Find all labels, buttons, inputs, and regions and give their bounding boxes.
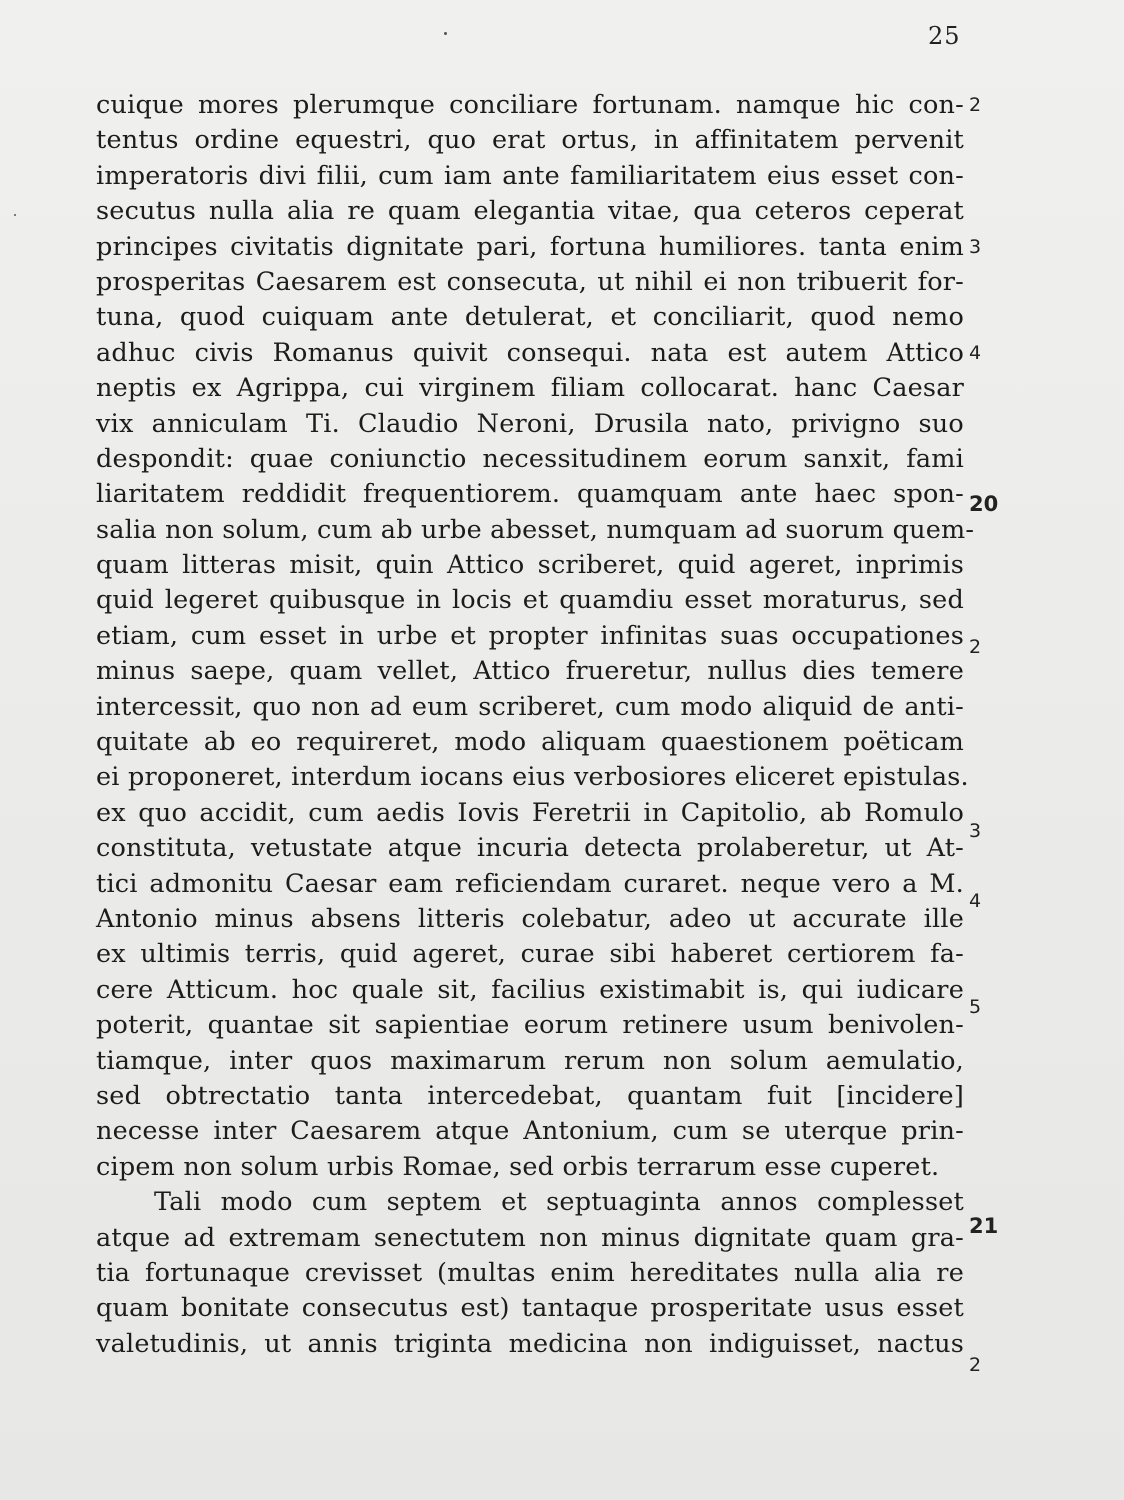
text-line: secutus nulla alia re quam elegantia vitae, qua ceteros ceperat bbox=[96, 196, 964, 227]
text-line: tuna, quod cuiquam ante detulerat, et conciliarit, quod nemo bbox=[96, 302, 964, 333]
text-line: quam bonitate consecutus est) tantaque prosperitate usus esset bbox=[96, 1293, 964, 1324]
text-line: minus saepe, quam vellet, Attico frueretur, nullus dies temere bbox=[96, 656, 964, 687]
text-line: tentus ordine equestri, quo erat ortus, in affinitatem pervenit bbox=[96, 125, 964, 156]
text-line: necesse inter Caesarem atque Antonium, cum se uterque prin- bbox=[96, 1116, 964, 1147]
text-line: prosperitas Caesarem est consecuta, ut nihil ei non tribuerit for- bbox=[96, 266, 964, 297]
text-line: quid legeret quibusque in locis et quamdiu esset moraturus, sed bbox=[96, 585, 964, 616]
text-line: ei proponeret, interdum iocans eius verbosiores eliceret epistulas. bbox=[96, 762, 969, 793]
chapter-number: 20 bbox=[969, 492, 999, 516]
margin-note: 5 bbox=[969, 996, 982, 1018]
page-number: 25 bbox=[928, 22, 961, 50]
text-line: despondit: quae coniunctio necessitudinem eorum sanxit, fami bbox=[96, 443, 964, 474]
margin-note: 3 bbox=[969, 820, 982, 842]
text-line: liaritatem reddidit frequentiorem. quamquam ante haec spon- bbox=[96, 479, 964, 510]
text-line: cere Atticum. hoc quale sit, facilius existimabit is, qui iudicare bbox=[96, 974, 964, 1005]
text-line: principes civitatis dignitate pari, fortuna humiliores. tanta enim bbox=[96, 231, 964, 262]
text-line: cuique mores plerumque conciliare fortunam. namque hic con- bbox=[96, 90, 964, 120]
text-line: valetudinis, ut annis triginta medicina non indiguisset, nactus bbox=[96, 1328, 964, 1359]
margin-note: 2 bbox=[969, 1354, 982, 1376]
text-line: tiamque, inter quos maximarum rerum non solum aemulatio, bbox=[96, 1045, 964, 1076]
text-line: poterit, quantae sit sapientiae eorum retinere usum benivolen- bbox=[96, 1010, 964, 1041]
latin-text-body bbox=[96, 88, 975, 1362]
text-line: Antonio minus absens litteris colebatur, adeo ut accurate ille bbox=[96, 903, 964, 934]
text-line: quam litteras misit, quin Attico scriberet, quid ageret, inprimis bbox=[96, 550, 964, 581]
text-line: etiam, cum esset in urbe et propter infinitas suas occupationes bbox=[96, 620, 964, 651]
margin-note: 2 bbox=[969, 94, 982, 116]
margin-note: 4 bbox=[969, 890, 982, 912]
text-line: intercessit, quo non ad eum scriberet, cum modo aliquid de anti- bbox=[96, 691, 964, 722]
text-line: constituta, vetustate atque incuria detecta prolaberetur, ut At- bbox=[96, 833, 964, 864]
text-line: tici admonitu Caesar eam reficiendam curaret. neque vero a M. bbox=[96, 868, 964, 899]
chapter-number: 21 bbox=[969, 1214, 999, 1238]
margin-note: 2 bbox=[969, 636, 982, 658]
margin-note: 3 bbox=[969, 236, 982, 258]
text-line: ex quo accidit, cum aedis Iovis Feretrii in Capitolio, ab Romulo bbox=[96, 797, 964, 828]
text-line: adhuc civis Romanus quivit consequi. nata est autem Attico bbox=[96, 337, 964, 368]
text-line: sed obtrectatio tanta intercedebat, quantam fuit [incidere] bbox=[96, 1080, 964, 1111]
paragraph-end-line: cipem non solum urbis Romae, sed orbis terrarum esse cuperet. bbox=[96, 1151, 940, 1182]
text-line: quitate ab eo requireret, modo aliquam quaestionem poëticam bbox=[96, 727, 964, 758]
text-line: salia non solum, cum ab urbe abesset, numquam ad suorum quem- bbox=[96, 514, 975, 545]
scan-speck bbox=[14, 214, 16, 216]
margin-note: 4 bbox=[969, 342, 982, 364]
text-line: tia fortunaque crevisset (multas enim hereditates nulla alia re bbox=[96, 1257, 964, 1288]
paragraph-start-line: Tali modo cum septem et septuaginta annos complesset bbox=[154, 1187, 964, 1218]
text-line: atque ad extremam senectutem non minus dignitate quam gra- bbox=[96, 1222, 964, 1253]
text-line: neptis ex Agrippa, cui virginem filiam collocarat. hanc Caesar bbox=[96, 373, 964, 404]
text-line: ex ultimis terris, quid ageret, curae sibi haberet certiorem fa- bbox=[96, 939, 964, 970]
text-line: imperatoris divi filii, cum iam ante familiaritatem eius esset con- bbox=[96, 160, 964, 191]
scan-speck bbox=[444, 32, 447, 35]
text-line: vix anniculam Ti. Claudio Neroni, Drusila nato, privigno suo bbox=[96, 408, 964, 439]
